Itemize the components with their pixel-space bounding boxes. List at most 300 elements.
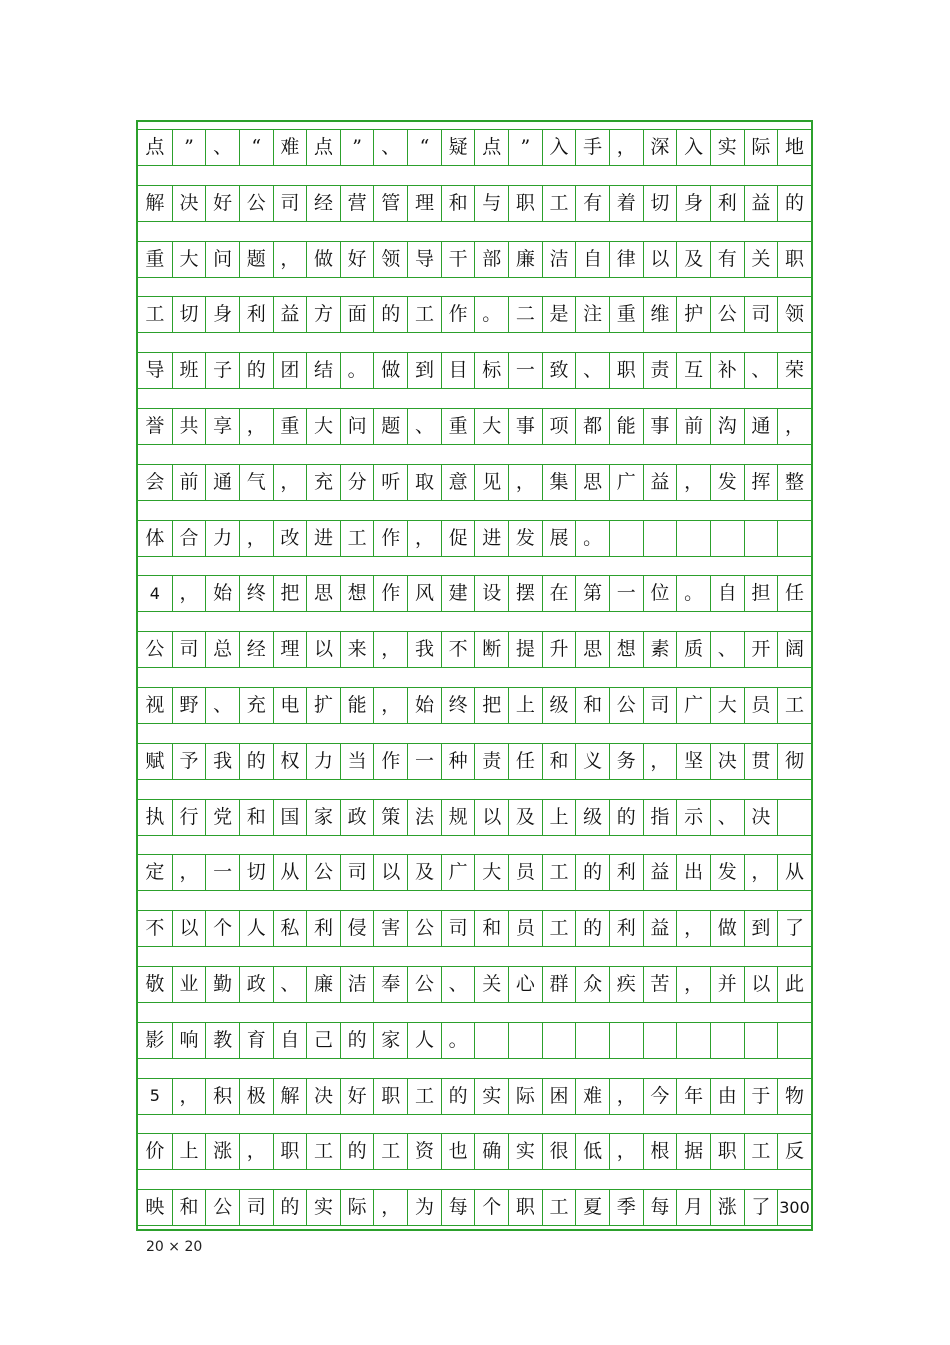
grid-cell: ，: [777, 408, 811, 445]
grid-cell: 司: [273, 185, 307, 222]
grid-cell: ，: [172, 575, 206, 612]
grid-cell: 员: [508, 854, 542, 891]
grid-cell: 规: [441, 799, 475, 836]
grid-cell: 注: [575, 296, 609, 333]
grid-cell: 誉: [138, 408, 172, 445]
grid-cell: 项: [542, 408, 576, 445]
grid-cell: 实: [306, 1189, 340, 1226]
grid-cell: 和: [239, 799, 273, 836]
grid-cell: 工: [306, 1133, 340, 1170]
grid-cell: 设: [474, 575, 508, 612]
grid-cell: 益: [643, 910, 677, 947]
grid-cell: 私: [273, 910, 307, 947]
grid-cell: 以: [373, 854, 407, 891]
grid-cell: 关: [474, 966, 508, 1003]
grid-cell: 导: [138, 352, 172, 389]
grid-cell: 益: [273, 296, 307, 333]
grid-cell: 荣: [777, 352, 811, 389]
grid-row: [138, 687, 811, 724]
grid-cell: 一: [609, 575, 643, 612]
grid-cell: 涨: [205, 1133, 239, 1170]
grid-cell: 勤: [205, 966, 239, 1003]
grid-cell: 作: [373, 575, 407, 612]
grid-cell: 及: [508, 799, 542, 836]
grid-cell: 自: [710, 575, 744, 612]
grid-cell: ，: [239, 408, 273, 445]
grid-cell: 司: [239, 1189, 273, 1226]
grid-cell: ”: [172, 129, 206, 166]
grid-cell: 疑: [441, 129, 475, 166]
grid-cell: 影: [138, 1022, 172, 1059]
grid-cell: 。: [575, 520, 609, 557]
grid-cell: 业: [172, 966, 206, 1003]
grid-cell: 价: [138, 1133, 172, 1170]
grid-cell: 并: [710, 966, 744, 1003]
grid-cell: 实: [474, 1078, 508, 1115]
grid-cell: 责: [643, 352, 677, 389]
grid-cell: 员: [508, 910, 542, 947]
grid-cell: 资: [407, 1133, 441, 1170]
grid-cell: 解: [273, 1078, 307, 1115]
grid-cell: 前: [676, 408, 710, 445]
grid-cell: 行: [172, 799, 206, 836]
grid-cell: 律: [609, 241, 643, 278]
grid-cell: 工: [777, 687, 811, 724]
grid-cell: 据: [676, 1133, 710, 1170]
grid-cell: 上: [542, 799, 576, 836]
grid-cell: 切: [172, 296, 206, 333]
grid-cell: 的: [777, 185, 811, 222]
grid-cell: 做: [306, 241, 340, 278]
grid-cell: 难: [575, 1078, 609, 1115]
grid-cell: 挥: [744, 464, 778, 501]
grid-cell: 洁: [340, 966, 374, 1003]
grid-cell: 工: [340, 520, 374, 557]
grid-cell: 断: [474, 631, 508, 668]
grid-cell: 我: [205, 743, 239, 780]
grid-cell: 际: [340, 1189, 374, 1226]
grid-cell: 享: [205, 408, 239, 445]
grid-cell: 作: [441, 296, 475, 333]
grid-cell: [609, 1022, 643, 1059]
grid-cell: 出: [676, 854, 710, 891]
grid-cell: 以: [643, 241, 677, 278]
grid-cell: 沟: [710, 408, 744, 445]
grid-cell: 问: [340, 408, 374, 445]
grid-cell: 干: [441, 241, 475, 278]
grid-cell: 个: [205, 910, 239, 947]
grid-cell: 利: [609, 910, 643, 947]
grid-cell: 反: [777, 1133, 811, 1170]
grid-cell: 入: [676, 129, 710, 166]
grid-cell: 予: [172, 743, 206, 780]
grid-cell: 公: [609, 687, 643, 724]
grid-cell: 想: [609, 631, 643, 668]
grid-cell: 际: [744, 129, 778, 166]
grid-cell: 、: [373, 129, 407, 166]
grid-cell: ，: [744, 854, 778, 891]
grid-cell: ，: [407, 520, 441, 557]
grid-cell: 执: [138, 799, 172, 836]
grid-cell: 物: [777, 1078, 811, 1115]
grid-cell: [777, 520, 811, 557]
grid-size-label: 20 × 20: [146, 1239, 203, 1255]
grid-cell: 响: [172, 1022, 206, 1059]
grid-cell: 公: [306, 854, 340, 891]
grid-cell: 摆: [508, 575, 542, 612]
grid-cell: “: [407, 129, 441, 166]
grid-cell: 的: [340, 1022, 374, 1059]
grid-row: [138, 854, 811, 891]
grid-cell: 决: [306, 1078, 340, 1115]
grid-cell: ，: [609, 1078, 643, 1115]
grid-cell: 、: [710, 799, 744, 836]
grid-cell: 益: [643, 464, 677, 501]
grid-cell: 团: [273, 352, 307, 389]
grid-cell: 于: [744, 1078, 778, 1115]
grid-cell: 定: [138, 854, 172, 891]
grid-cell: 坚: [676, 743, 710, 780]
grid-row: [138, 631, 811, 668]
grid-cell: 作: [373, 743, 407, 780]
grid-cell: 思: [306, 575, 340, 612]
grid-cell: 好: [205, 185, 239, 222]
grid-cell: 很: [542, 1133, 576, 1170]
grid-cell: 涨: [710, 1189, 744, 1226]
grid-cell: 任: [508, 743, 542, 780]
grid-cell: 维: [643, 296, 677, 333]
grid-cell: 己: [306, 1022, 340, 1059]
grid-cell: 力: [205, 520, 239, 557]
grid-cell: 、: [710, 631, 744, 668]
grid-cell: 职: [373, 1078, 407, 1115]
grid-cell: ，: [643, 743, 677, 780]
grid-cell: 取: [407, 464, 441, 501]
grid-cell: 事: [508, 408, 542, 445]
grid-cell: 重: [138, 241, 172, 278]
grid-cell: 广: [441, 854, 475, 891]
grid-cell: 员: [744, 687, 778, 724]
grid-cell: 根: [643, 1133, 677, 1170]
grid-cell: 、: [744, 352, 778, 389]
grid-cell: 工: [542, 910, 576, 947]
grid-cell: [744, 1022, 778, 1059]
grid-cell: 际: [508, 1078, 542, 1115]
grid-cell: 侵: [340, 910, 374, 947]
grid-cell: 来: [340, 631, 374, 668]
grid-cell: 公: [407, 966, 441, 1003]
grid-cell: 总: [205, 631, 239, 668]
grid-cell: 利: [239, 296, 273, 333]
grid-cell: ”: [508, 129, 542, 166]
grid-cell: 经: [239, 631, 273, 668]
grid-cell: 我: [407, 631, 441, 668]
grid-row: [138, 520, 811, 557]
grid-cell: 解: [138, 185, 172, 222]
grid-cell: [474, 1022, 508, 1059]
grid-cell: 标: [474, 352, 508, 389]
grid-cell: 和: [542, 743, 576, 780]
grid-cell: 工: [373, 1133, 407, 1170]
grid-row: [138, 1022, 811, 1059]
grid-cell: 听: [373, 464, 407, 501]
grid-cell: 广: [609, 464, 643, 501]
grid-cell: ，: [172, 854, 206, 891]
grid-cell: 务: [609, 743, 643, 780]
grid-cell: 一: [508, 352, 542, 389]
grid-cell: 害: [373, 910, 407, 947]
grid-row: [138, 743, 811, 780]
grid-cell: 工: [138, 296, 172, 333]
grid-cell: 利: [306, 910, 340, 947]
grid-cell: 级: [575, 799, 609, 836]
grid-cell: 大: [172, 241, 206, 278]
grid-row: [138, 241, 811, 278]
grid-cell: 工: [542, 854, 576, 891]
grid-cell: 充: [239, 687, 273, 724]
grid-cell: [777, 799, 811, 836]
grid-cell: ，: [373, 1189, 407, 1226]
grid-cell: 夏: [575, 1189, 609, 1226]
grid-cell: 难: [273, 129, 307, 166]
grid-cell: 司: [340, 854, 374, 891]
grid-cell: 每: [643, 1189, 677, 1226]
grid-cell: 开: [744, 631, 778, 668]
grid-cell: 有: [710, 241, 744, 278]
grid-cell: 护: [676, 296, 710, 333]
grid-row: [138, 575, 811, 612]
grid-cell: [542, 1022, 576, 1059]
grid-cell: 5: [138, 1078, 172, 1115]
grid-cell: 子: [205, 352, 239, 389]
grid-cell: 的: [239, 352, 273, 389]
grid-cell: 司: [744, 296, 778, 333]
grid-cell: 思: [575, 464, 609, 501]
grid-cell: 权: [273, 743, 307, 780]
grid-cell: 气: [239, 464, 273, 501]
grid-cell: 、: [575, 352, 609, 389]
grid-cell: 的: [340, 1133, 374, 1170]
grid-cell: 营: [340, 185, 374, 222]
grid-cell: 的: [441, 1078, 475, 1115]
grid-cell: 工: [744, 1133, 778, 1170]
grid-cell: 任: [777, 575, 811, 612]
grid-cell: 到: [744, 910, 778, 947]
grid-cell: 目: [441, 352, 475, 389]
grid-cell: 彻: [777, 743, 811, 780]
grid-cell: [575, 1022, 609, 1059]
grid-row: [138, 296, 811, 333]
grid-cell: 家: [373, 1022, 407, 1059]
grid-cell: 到: [407, 352, 441, 389]
grid-cell: 了: [744, 1189, 778, 1226]
grid-cell: 广: [676, 687, 710, 724]
grid-cell: 当: [340, 743, 374, 780]
grid-cell: ，: [373, 687, 407, 724]
grid-cell: 发: [710, 464, 744, 501]
grid-cell: 好: [340, 241, 374, 278]
grid-cell: 和: [172, 1189, 206, 1226]
grid-cell: 都: [575, 408, 609, 445]
grid-cell: 重: [273, 408, 307, 445]
grid-cell: 整: [777, 464, 811, 501]
grid-row: [138, 464, 811, 501]
grid-cell: 月: [676, 1189, 710, 1226]
grid-cell: 着: [609, 185, 643, 222]
grid-cell: 确: [474, 1133, 508, 1170]
grid-cell: 和: [474, 910, 508, 947]
grid-cell: 做: [710, 910, 744, 947]
grid-cell: 此: [777, 966, 811, 1003]
grid-cell: 由: [710, 1078, 744, 1115]
grid-cell: 互: [676, 352, 710, 389]
grid-cell: 以: [474, 799, 508, 836]
grid-row: [138, 910, 811, 947]
grid-cell: 关: [744, 241, 778, 278]
grid-cell: 提: [508, 631, 542, 668]
grid-cell: 疾: [609, 966, 643, 1003]
grid-cell: 第: [575, 575, 609, 612]
grid-cell: 工: [542, 185, 576, 222]
grid-cell: 以: [306, 631, 340, 668]
grid-cell: 廉: [306, 966, 340, 1003]
grid-cell: 。: [340, 352, 374, 389]
grid-cell: 意: [441, 464, 475, 501]
grid-cell: 级: [542, 687, 576, 724]
grid-cell: 人: [407, 1022, 441, 1059]
grid-cell: 职: [609, 352, 643, 389]
grid-cell: 人: [239, 910, 273, 947]
grid-cell: 为: [407, 1189, 441, 1226]
grid-cell: 野: [172, 687, 206, 724]
grid-cell: 洁: [542, 241, 576, 278]
grid-cell: 低: [575, 1133, 609, 1170]
grid-cell: 通: [744, 408, 778, 445]
grid-cell: 极: [239, 1078, 273, 1115]
grid-cell: 赋: [138, 743, 172, 780]
grid-cell: 点: [474, 129, 508, 166]
grid-cell: 部: [474, 241, 508, 278]
grid-cell: 作: [373, 520, 407, 557]
grid-cell: 季: [609, 1189, 643, 1226]
grid-cell: 、: [205, 687, 239, 724]
grid-cell: 建: [441, 575, 475, 612]
grid-cell: 也: [441, 1133, 475, 1170]
grid-cell: 事: [643, 408, 677, 445]
grid-cell: 深: [643, 129, 677, 166]
grid-cell: 集: [542, 464, 576, 501]
grid-cell: 大: [306, 408, 340, 445]
grid-cell: 育: [239, 1022, 273, 1059]
grid-cell: [643, 1022, 677, 1059]
grid-cell: 题: [239, 241, 273, 278]
grid-cell: 法: [407, 799, 441, 836]
grid-cell: 会: [138, 464, 172, 501]
grid-cell: 从: [777, 854, 811, 891]
grid-cell: 、: [441, 966, 475, 1003]
grid-cell: 素: [643, 631, 677, 668]
grid-cell: 每: [441, 1189, 475, 1226]
grid-cell: 公: [710, 296, 744, 333]
grid-cell: ，: [373, 631, 407, 668]
grid-cell: 、: [273, 966, 307, 1003]
grid-cell: 的: [273, 1189, 307, 1226]
grid-cell: 分: [340, 464, 374, 501]
grid-cell: 致: [542, 352, 576, 389]
grid-cell: 公: [407, 910, 441, 947]
grid-cell: 从: [273, 854, 307, 891]
grid-cell: 苦: [643, 966, 677, 1003]
grid-cell: 及: [407, 854, 441, 891]
grid-cell: 的: [373, 296, 407, 333]
grid-cell: 群: [542, 966, 576, 1003]
grid-cell: ，: [609, 1133, 643, 1170]
grid-cell: 发: [710, 854, 744, 891]
grid-cell: 始: [205, 575, 239, 612]
grid-cell: 以: [172, 910, 206, 947]
grid-cell: 担: [744, 575, 778, 612]
grid-cell: 一: [205, 854, 239, 891]
grid-cell: ，: [273, 464, 307, 501]
grid-cell: 工: [542, 1189, 576, 1226]
grid-cell: 前: [172, 464, 206, 501]
grid-cell: 做: [373, 352, 407, 389]
grid-cell: 实: [508, 1133, 542, 1170]
grid-cell: 示: [676, 799, 710, 836]
grid-cell: 通: [205, 464, 239, 501]
grid-cell: 年: [676, 1078, 710, 1115]
grid-cell: 管: [373, 185, 407, 222]
grid-cell: 300: [777, 1189, 811, 1226]
grid-cell: 理: [407, 185, 441, 222]
grid-cell: 能: [609, 408, 643, 445]
grid-cell: 、: [205, 129, 239, 166]
grid-cell: 结: [306, 352, 340, 389]
grid-cell: 想: [340, 575, 374, 612]
grid-cell: 益: [643, 854, 677, 891]
grid-cell: 及: [676, 241, 710, 278]
grid-cell: [676, 1022, 710, 1059]
grid-cell: 阔: [777, 631, 811, 668]
grid-cell: 不: [441, 631, 475, 668]
grid-cell: 。: [676, 575, 710, 612]
grid-cell: 扩: [306, 687, 340, 724]
grid-cell: 手: [575, 129, 609, 166]
grid-cell: ，: [239, 1133, 273, 1170]
grid-cell: 奉: [373, 966, 407, 1003]
grid-cell: 思: [575, 631, 609, 668]
grid-cell: 贯: [744, 743, 778, 780]
grid-cell: 指: [643, 799, 677, 836]
grid-cell: 经: [306, 185, 340, 222]
grid-cell: 职: [710, 1133, 744, 1170]
grid-cell: 导: [407, 241, 441, 278]
grid-cell: 种: [441, 743, 475, 780]
grid-cell: 家: [306, 799, 340, 836]
grid-cell: 职: [777, 241, 811, 278]
grid-cell: 的: [239, 743, 273, 780]
grid-cell: 责: [474, 743, 508, 780]
grid-cell: ，: [273, 241, 307, 278]
grid-cell: ，: [508, 464, 542, 501]
grid-row: [138, 799, 811, 836]
manuscript-grid: [136, 120, 813, 1231]
grid-cell: 。: [474, 296, 508, 333]
grid-cell: 国: [273, 799, 307, 836]
grid-cell: 。: [441, 1022, 475, 1059]
grid-row: [138, 129, 811, 166]
grid-cell: 能: [340, 687, 374, 724]
